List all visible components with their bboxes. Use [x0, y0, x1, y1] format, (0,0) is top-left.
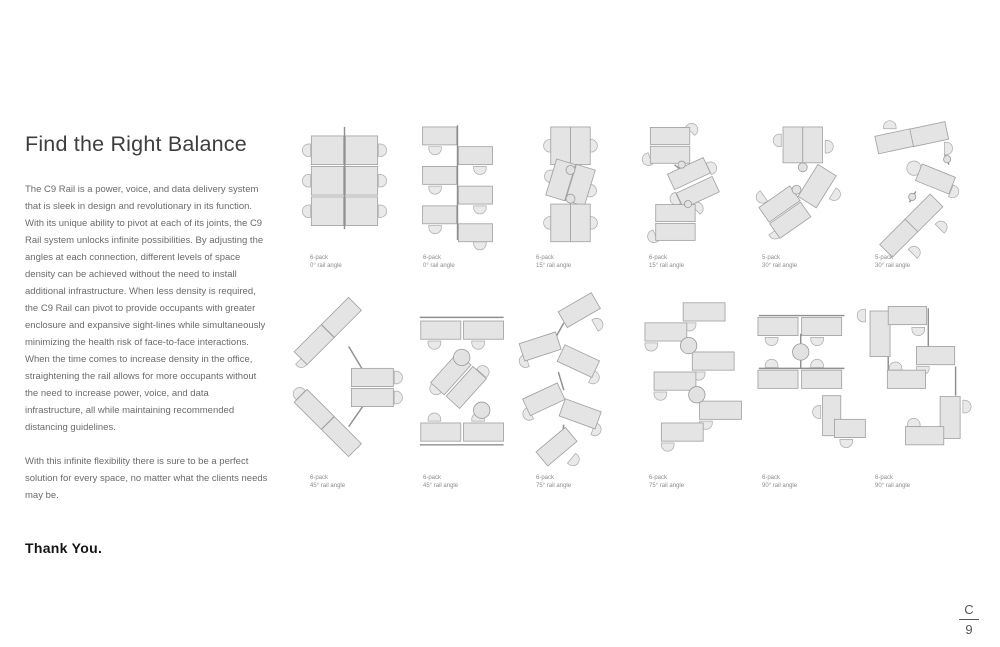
desk-icon	[692, 352, 734, 370]
pivot-joint-icon	[944, 156, 951, 163]
chair-icon	[428, 413, 441, 421]
desk-icon	[423, 206, 457, 224]
diagram-pack-label: 6-pack	[423, 475, 442, 481]
diagram-angle-label: 75° rail angle	[649, 483, 685, 489]
pivot-joint-icon	[474, 402, 490, 418]
desk-icon	[803, 127, 823, 163]
desk-icon	[464, 321, 504, 339]
desk-icon	[656, 223, 695, 240]
flexibility-paragraph: With this infinite flexibility there is sure to be a perfect solution for every space, no matter what the clients needs may be.	[25, 456, 268, 501]
diagram-angle-label: 45° rail angle	[423, 483, 459, 489]
pivot-joint-icon	[454, 349, 470, 365]
chair-icon	[773, 134, 781, 147]
desk-layout-diagram	[747, 118, 846, 248]
chair-icon	[944, 142, 952, 155]
chair-icon	[429, 147, 442, 155]
diagram-label	[408, 474, 521, 490]
desk-icon	[311, 166, 343, 195]
desk-icon	[654, 372, 696, 390]
diagram-pack-label: 5-pack	[875, 255, 894, 261]
diagram-angle-label: 45° rail angle	[310, 483, 346, 489]
chair-icon	[912, 327, 925, 335]
page-number-value: 9	[965, 622, 973, 637]
diagram-label	[634, 474, 747, 490]
chair-icon	[379, 144, 387, 157]
diagram-label	[295, 254, 408, 270]
diagram-cell	[521, 288, 634, 490]
diagram-cell	[634, 118, 747, 270]
pivot-joint-icon	[792, 185, 801, 194]
desk-icon	[888, 306, 926, 324]
diagram-pack-label: 6-pack	[762, 475, 781, 481]
diagram-label	[521, 474, 634, 490]
desk-icon	[700, 401, 742, 419]
chair-icon	[889, 362, 902, 370]
chair-icon	[884, 121, 897, 129]
diagram-angle-label: 0° rail angle	[310, 263, 342, 269]
chair-icon	[429, 186, 442, 194]
pivot-joint-icon	[909, 193, 916, 200]
chair-icon	[661, 443, 674, 451]
pivot-joint-icon	[566, 194, 575, 203]
chair-icon	[765, 359, 778, 367]
pivot-joint-icon	[566, 166, 575, 175]
desk-icon	[311, 197, 343, 226]
chair-icon	[474, 166, 487, 174]
diagram-cell	[295, 118, 408, 270]
desk-icon	[906, 427, 944, 445]
diagram-cell	[634, 288, 747, 490]
chair-icon	[302, 205, 310, 218]
chair-icon	[428, 341, 441, 349]
desk-layout-diagram	[295, 118, 394, 248]
desk-layout-diagram	[408, 118, 507, 248]
chair-icon	[592, 316, 605, 331]
chair-icon	[907, 418, 920, 426]
chair-icon	[379, 205, 387, 218]
diagram-label	[747, 254, 860, 270]
diagram-cell	[860, 288, 973, 490]
diagram-cell	[295, 288, 408, 490]
desk-icon	[571, 204, 591, 242]
diagram-cell	[747, 288, 860, 490]
chair-icon	[645, 343, 658, 351]
desk-icon	[345, 166, 377, 195]
desk-icon	[519, 332, 561, 361]
chair-icon	[935, 219, 950, 234]
pivot-joint-icon	[689, 387, 705, 403]
chair-icon	[654, 392, 667, 400]
desk-icon	[870, 311, 890, 357]
diagram-pack-label: 6-pack	[649, 475, 668, 481]
diagram-pack-label: 6-pack	[875, 475, 894, 481]
desk-icon	[421, 423, 461, 441]
desk-icon	[661, 423, 703, 441]
desk-icon	[345, 136, 377, 165]
page-number-divider	[959, 619, 979, 620]
diagram-pack-label: 6-pack	[310, 255, 329, 261]
diagram-label	[860, 474, 973, 490]
intro-text-column	[25, 132, 269, 556]
chair-icon	[813, 406, 821, 419]
diagram-label	[634, 254, 747, 270]
desk-icon	[523, 383, 565, 416]
desk-icon	[910, 122, 949, 147]
desk-icon	[783, 127, 803, 163]
chair-icon	[474, 242, 487, 250]
diagram-row-top	[295, 118, 973, 270]
chair-icon	[811, 359, 824, 367]
chair-icon	[963, 400, 971, 413]
desk-icon	[802, 370, 842, 388]
chair-icon	[379, 174, 387, 187]
diagram-cell	[521, 118, 634, 270]
desk-icon	[551, 127, 571, 165]
desk-layout-diagram	[860, 118, 959, 248]
desk-icon	[464, 423, 504, 441]
chair-icon	[829, 188, 842, 203]
pivot-joint-icon	[793, 344, 809, 360]
intro-paragraph: The C9 Rail is a power, voice, and data delivery system that is sleek in design and revolutionary in its function. With its unique ability to pivot at each of its joints, the C9 Rail system unlocks infinite possibilities. By adjusting the angles at each connection, different levels of space density can be achieved without the need to install additional infrastructure. When less density is required, the C9 Rail can pivot to provide occupants with greater enclosure and expansive sight-lines while simultaneously minimizing the health risk of face-to-face interactions. When the time comes to increase density in the office, straightening the rail allows for more occupants without the need to increase power, voice, and data infrastructure, all while maintaining recommended distancing guidelines.	[25, 184, 266, 433]
pivot-joint-icon	[684, 200, 691, 207]
pivot-joint-icon	[680, 337, 696, 353]
diagram-row-bottom	[295, 288, 973, 490]
desk-icon	[887, 370, 925, 388]
page-number	[958, 602, 980, 637]
diagram-cell	[408, 118, 521, 270]
diagram-angle-label: 15° rail angle	[536, 263, 572, 269]
chair-icon	[857, 309, 865, 322]
desk-icon	[551, 204, 571, 242]
chair-icon	[567, 453, 581, 468]
desk-layout-diagram	[634, 118, 733, 248]
chair-icon	[472, 341, 485, 349]
diagram-pack-label: 6-pack	[649, 255, 668, 261]
desk-icon	[916, 164, 956, 194]
thank-you-text: Thank You.	[25, 540, 103, 556]
page-title: Find the Right Balance	[25, 132, 247, 156]
desk-icon	[650, 127, 689, 144]
desk-icon	[645, 323, 687, 341]
diagram-pack-label: 5-pack	[762, 255, 781, 261]
diagram-angle-label: 30° rail angle	[875, 263, 911, 269]
desk-icon	[345, 197, 377, 226]
diagram-cell	[408, 288, 521, 490]
diagram-angle-label: 90° rail angle	[762, 483, 798, 489]
desk-icon	[458, 224, 492, 242]
diagram-label	[521, 254, 634, 270]
diagram-angle-label: 75° rail angle	[536, 483, 572, 489]
desk-icon	[758, 370, 798, 388]
diagram-pack-label: 6-pack	[310, 475, 329, 481]
desk-icon	[421, 321, 461, 339]
desk-layout-diagram	[521, 118, 620, 248]
diagram-angle-label: 30° rail angle	[762, 263, 798, 269]
diagram-label	[747, 474, 860, 490]
desk-icon	[458, 147, 492, 165]
desk-icon	[557, 345, 599, 378]
desk-icon	[458, 186, 492, 204]
pivot-joint-icon	[678, 161, 685, 168]
chair-icon	[765, 337, 778, 345]
diagram-angle-label: 90° rail angle	[875, 483, 911, 489]
chair-icon	[811, 337, 824, 345]
desk-icon	[650, 146, 689, 163]
chair-icon	[302, 174, 310, 187]
diagram-angle-label: 0° rail angle	[423, 263, 455, 269]
chair-icon	[474, 206, 487, 214]
chair-icon	[825, 140, 833, 153]
diagram-cell	[747, 118, 860, 270]
diagram-label	[295, 474, 408, 490]
desk-icon	[758, 317, 798, 335]
desk-icon	[311, 136, 343, 165]
desk-icon	[423, 166, 457, 184]
diagram-label	[408, 254, 521, 270]
desk-icon	[802, 317, 842, 335]
desk-icon	[571, 127, 591, 165]
desk-icon	[875, 129, 914, 154]
chair-icon	[302, 144, 310, 157]
diagram-cell	[860, 118, 973, 270]
desk-icon	[423, 127, 457, 145]
pivot-joint-icon	[798, 163, 807, 172]
desk-icon	[351, 388, 393, 406]
diagram-angle-label: 15° rail angle	[649, 263, 685, 269]
diagram-pack-label: 6-pack	[536, 255, 555, 261]
desk-layout-diagram	[850, 288, 982, 466]
desk-icon	[351, 368, 393, 386]
desk-icon	[683, 303, 725, 321]
page-letter: C	[964, 602, 974, 617]
diagram-pack-label: 6-pack	[536, 475, 555, 481]
diagram-pack-label: 6-pack	[423, 255, 442, 261]
chair-icon	[429, 226, 442, 234]
desk-icon	[559, 399, 601, 429]
desk-icon	[916, 347, 954, 365]
